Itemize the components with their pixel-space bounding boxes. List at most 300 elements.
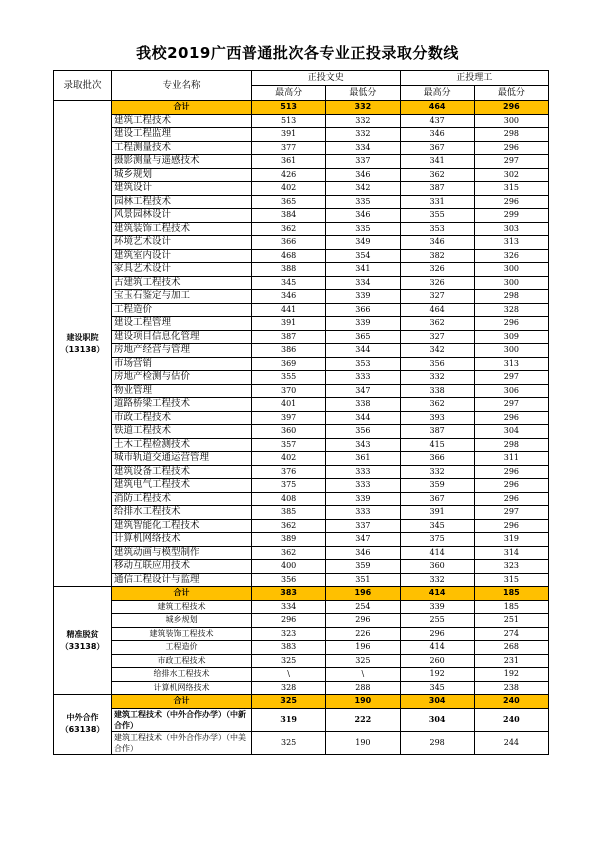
score-arts-max: 362 xyxy=(252,519,326,533)
table-row xyxy=(54,222,549,236)
score-sci-max: 359 xyxy=(400,479,474,493)
score-arts-max: 386 xyxy=(252,344,326,358)
score-sci-max: 353 xyxy=(400,222,474,236)
major-name: 铁道工程技术 xyxy=(112,425,252,439)
batch-label-line: （33138） xyxy=(60,641,105,651)
table-row xyxy=(54,168,549,182)
major-name: 宝玉石鉴定与加工 xyxy=(112,290,252,304)
major-name: 计算机网络技术 xyxy=(112,533,252,547)
score-arts-max: 366 xyxy=(252,236,326,250)
score-arts-min: 254 xyxy=(326,600,400,614)
score-sci-max: 464 xyxy=(400,303,474,317)
score-arts-min: 335 xyxy=(326,195,400,209)
score-arts-max: 397 xyxy=(252,411,326,425)
header-arts-max: 最高分 xyxy=(252,86,326,101)
total-row xyxy=(54,587,549,601)
table-row xyxy=(54,317,549,331)
score-arts-min: 339 xyxy=(326,317,400,331)
score-arts-max: 391 xyxy=(252,128,326,142)
score-sci-min: 185 xyxy=(474,600,548,614)
table-row xyxy=(54,546,549,560)
score-sci-max: 338 xyxy=(400,384,474,398)
batch-label-line: 建设职院 xyxy=(66,332,99,342)
score-arts-min: 337 xyxy=(326,519,400,533)
score-arts-max: 441 xyxy=(252,303,326,317)
score-sci-max: 346 xyxy=(400,236,474,250)
header-arts: 正投文史 xyxy=(252,71,401,86)
table-row xyxy=(54,384,549,398)
score-arts-max: 369 xyxy=(252,357,326,371)
page-title: 我校2019广西普通批次各专业正投录取分数线 xyxy=(136,44,459,62)
score-sci-min: 297 xyxy=(474,371,548,385)
score-arts-max: 400 xyxy=(252,560,326,574)
major-name: 风景园林设计 xyxy=(112,209,252,223)
score-sci-max: 339 xyxy=(400,600,474,614)
total-sci-min: 240 xyxy=(474,695,548,709)
score-sci-min: 296 xyxy=(474,141,548,155)
major-name: 建筑动画与模型制作 xyxy=(112,546,252,560)
score-arts-min: 344 xyxy=(326,411,400,425)
header-arts-min: 最低分 xyxy=(326,86,400,101)
score-sci-max: 346 xyxy=(400,128,474,142)
score-sci-min: 296 xyxy=(474,195,548,209)
major-name: 市政工程技术 xyxy=(112,411,252,425)
score-sci-max: 367 xyxy=(400,492,474,506)
score-arts-min: 347 xyxy=(326,533,400,547)
major-name: 古建筑工程技术 xyxy=(112,276,252,290)
score-arts-max: 328 xyxy=(252,681,326,695)
score-sci-max: 342 xyxy=(400,344,474,358)
table-row xyxy=(54,438,549,452)
score-arts-min: 338 xyxy=(326,398,400,412)
table-row xyxy=(54,681,549,695)
score-arts-min: 356 xyxy=(326,425,400,439)
score-arts-min: 190 xyxy=(326,731,400,754)
score-sci-max: 331 xyxy=(400,195,474,209)
score-arts-max: 383 xyxy=(252,641,326,655)
major-name: 工程造价 xyxy=(112,303,252,317)
table-row xyxy=(54,573,549,587)
header-science: 正投理工 xyxy=(400,71,549,86)
table-row xyxy=(54,411,549,425)
major-name: 消防工程技术 xyxy=(112,492,252,506)
table-row xyxy=(54,303,549,317)
table-row xyxy=(54,465,549,479)
batch-label-line: 精准脱贫 xyxy=(66,629,99,639)
table-row xyxy=(54,330,549,344)
score-arts-min: 333 xyxy=(326,506,400,520)
score-arts-min: 343 xyxy=(326,438,400,452)
total-arts-min: 196 xyxy=(326,587,400,601)
major-name: 移动互联应用技术 xyxy=(112,560,252,574)
score-sci-min: 304 xyxy=(474,425,548,439)
score-sci-min: 296 xyxy=(474,492,548,506)
table-row xyxy=(54,344,549,358)
score-sci-min: 315 xyxy=(474,182,548,196)
score-sci-min: 300 xyxy=(474,114,548,128)
major-name: 建筑工程技术 xyxy=(112,600,252,614)
score-arts-max: 391 xyxy=(252,317,326,331)
batch-cell xyxy=(54,695,112,755)
score-sci-max: 414 xyxy=(400,641,474,655)
score-sci-max: 393 xyxy=(400,411,474,425)
score-sci-min: 298 xyxy=(474,128,548,142)
score-arts-min: 341 xyxy=(326,263,400,277)
score-sci-min: 300 xyxy=(474,263,548,277)
major-name: 建筑电气工程技术 xyxy=(112,479,252,493)
score-arts-min: 342 xyxy=(326,182,400,196)
score-sci-max: 387 xyxy=(400,182,474,196)
score-sci-min: 296 xyxy=(474,317,548,331)
score-arts-max: 402 xyxy=(252,452,326,466)
major-name: 城市轨道交通运营管理 xyxy=(112,452,252,466)
total-arts-min: 332 xyxy=(326,101,400,115)
score-sci-max: 332 xyxy=(400,371,474,385)
score-arts-min: 351 xyxy=(326,573,400,587)
score-sci-max: 304 xyxy=(400,708,474,731)
score-sci-min: 303 xyxy=(474,222,548,236)
score-arts-max: 384 xyxy=(252,209,326,223)
score-sci-max: 296 xyxy=(400,627,474,641)
score-sci-min: 240 xyxy=(474,708,548,731)
score-sci-min: 268 xyxy=(474,641,548,655)
score-sci-max: 437 xyxy=(400,114,474,128)
score-arts-min: 365 xyxy=(326,330,400,344)
major-name: 工程造价 xyxy=(112,641,252,655)
score-arts-max: 389 xyxy=(252,533,326,547)
score-sci-min: 299 xyxy=(474,209,548,223)
score-sci-min: 311 xyxy=(474,452,548,466)
table-row xyxy=(54,641,549,655)
major-name: 计算机网络技术 xyxy=(112,681,252,695)
major-name: 建筑装饰工程技术 xyxy=(112,627,252,641)
total-sci-min: 185 xyxy=(474,587,548,601)
score-sci-max: 345 xyxy=(400,519,474,533)
score-arts-max: 375 xyxy=(252,479,326,493)
table-row xyxy=(54,452,549,466)
total-row xyxy=(54,101,549,115)
score-sci-max: 362 xyxy=(400,168,474,182)
table-row xyxy=(54,276,549,290)
major-name: 建设工程管理 xyxy=(112,317,252,331)
score-sci-min: 274 xyxy=(474,627,548,641)
score-sci-max: 326 xyxy=(400,263,474,277)
score-sci-max: 341 xyxy=(400,155,474,169)
table-row xyxy=(54,668,549,682)
table-row xyxy=(54,182,549,196)
score-sci-min: 231 xyxy=(474,654,548,668)
score-arts-max: 365 xyxy=(252,195,326,209)
header-major: 专业名称 xyxy=(112,71,252,101)
table-row xyxy=(54,614,549,628)
score-sci-min: 296 xyxy=(474,519,548,533)
score-sci-min: 313 xyxy=(474,357,548,371)
major-name: 环境艺术设计 xyxy=(112,236,252,250)
table-row xyxy=(54,479,549,493)
score-arts-max: 323 xyxy=(252,627,326,641)
score-sci-min: 251 xyxy=(474,614,548,628)
table-row xyxy=(54,398,549,412)
score-arts-min: 222 xyxy=(326,708,400,731)
score-arts-max: \ xyxy=(252,668,326,682)
score-arts-max: 325 xyxy=(252,654,326,668)
table-row xyxy=(54,236,549,250)
score-sci-min: 309 xyxy=(474,330,548,344)
score-sci-min: 244 xyxy=(474,731,548,754)
score-sci-min: 323 xyxy=(474,560,548,574)
score-arts-max: 387 xyxy=(252,330,326,344)
table-row xyxy=(54,425,549,439)
score-arts-min: 334 xyxy=(326,141,400,155)
score-sci-max: 327 xyxy=(400,330,474,344)
major-name: 房地产检测与估价 xyxy=(112,371,252,385)
score-sci-min: 296 xyxy=(474,465,548,479)
total-sci-max: 464 xyxy=(400,101,474,115)
major-name: 建筑室内设计 xyxy=(112,249,252,263)
score-sci-max: 415 xyxy=(400,438,474,452)
score-arts-max: 355 xyxy=(252,371,326,385)
score-arts-max: 325 xyxy=(252,731,326,754)
score-arts-min: 288 xyxy=(326,681,400,695)
major-name: 房地产经营与管理 xyxy=(112,344,252,358)
score-sci-max: 260 xyxy=(400,654,474,668)
score-sci-min: 314 xyxy=(474,546,548,560)
total-arts-max: 513 xyxy=(252,101,326,115)
score-arts-max: 513 xyxy=(252,114,326,128)
score-arts-max: 360 xyxy=(252,425,326,439)
score-table xyxy=(53,70,549,755)
total-sci-max: 414 xyxy=(400,587,474,601)
table-row xyxy=(54,263,549,277)
total-label: 合计 xyxy=(112,695,252,709)
score-arts-min: 333 xyxy=(326,371,400,385)
score-arts-max: 377 xyxy=(252,141,326,155)
batch-label-line: 中外合作 xyxy=(66,713,99,723)
score-sci-min: 238 xyxy=(474,681,548,695)
major-name: 道路桥梁工程技术 xyxy=(112,398,252,412)
major-name: 建筑装饰工程技术 xyxy=(112,222,252,236)
major-name: 市政工程技术 xyxy=(112,654,252,668)
major-name: 建筑设备工程技术 xyxy=(112,465,252,479)
total-label: 合计 xyxy=(112,101,252,115)
table-row xyxy=(54,155,549,169)
score-arts-min: 333 xyxy=(326,479,400,493)
score-sci-min: 302 xyxy=(474,168,548,182)
major-name: 园林工程技术 xyxy=(112,195,252,209)
score-arts-min: 346 xyxy=(326,168,400,182)
table-row xyxy=(54,141,549,155)
score-sci-min: 298 xyxy=(474,290,548,304)
major-name: 通信工程设计与监理 xyxy=(112,573,252,587)
score-arts-max: 361 xyxy=(252,155,326,169)
table-row xyxy=(54,560,549,574)
major-name: 市场营销 xyxy=(112,357,252,371)
table-row xyxy=(54,371,549,385)
score-arts-max: 345 xyxy=(252,276,326,290)
total-arts-min: 190 xyxy=(326,695,400,709)
score-arts-min: 361 xyxy=(326,452,400,466)
score-arts-max: 362 xyxy=(252,222,326,236)
table-row xyxy=(54,600,549,614)
score-sci-min: 319 xyxy=(474,533,548,547)
table-row xyxy=(54,506,549,520)
score-arts-min: \ xyxy=(326,668,400,682)
header-sci-min: 最低分 xyxy=(474,86,548,101)
table-row xyxy=(54,519,549,533)
table-row xyxy=(54,128,549,142)
score-sci-max: 414 xyxy=(400,546,474,560)
score-arts-max: 356 xyxy=(252,573,326,587)
score-arts-min: 334 xyxy=(326,276,400,290)
score-sci-max: 326 xyxy=(400,276,474,290)
score-sci-max: 362 xyxy=(400,317,474,331)
score-arts-min: 332 xyxy=(326,128,400,142)
major-name: 建筑智能化工程技术 xyxy=(112,519,252,533)
score-arts-min: 347 xyxy=(326,384,400,398)
score-arts-min: 359 xyxy=(326,560,400,574)
score-sci-max: 192 xyxy=(400,668,474,682)
batch-cell xyxy=(54,101,112,587)
score-arts-min: 353 xyxy=(326,357,400,371)
score-sci-min: 326 xyxy=(474,249,548,263)
table-row xyxy=(54,249,549,263)
score-sci-max: 255 xyxy=(400,614,474,628)
score-arts-min: 335 xyxy=(326,222,400,236)
score-arts-max: 388 xyxy=(252,263,326,277)
score-arts-min: 226 xyxy=(326,627,400,641)
score-sci-min: 297 xyxy=(474,506,548,520)
table-row xyxy=(54,290,549,304)
score-arts-min: 344 xyxy=(326,344,400,358)
score-arts-max: 334 xyxy=(252,600,326,614)
score-arts-max: 346 xyxy=(252,290,326,304)
score-sci-max: 345 xyxy=(400,681,474,695)
total-label: 合计 xyxy=(112,587,252,601)
score-arts-min: 339 xyxy=(326,492,400,506)
score-sci-min: 297 xyxy=(474,155,548,169)
major-name: 工程测量技术 xyxy=(112,141,252,155)
score-arts-max: 362 xyxy=(252,546,326,560)
score-sci-max: 327 xyxy=(400,290,474,304)
score-sci-min: 306 xyxy=(474,384,548,398)
score-sci-min: 296 xyxy=(474,479,548,493)
batch-label-line: （63138） xyxy=(60,725,105,735)
score-arts-min: 196 xyxy=(326,641,400,655)
score-sci-min: 297 xyxy=(474,398,548,412)
score-arts-max: 408 xyxy=(252,492,326,506)
score-arts-min: 296 xyxy=(326,614,400,628)
score-sci-max: 382 xyxy=(400,249,474,263)
major-name: 建筑工程技术 xyxy=(112,114,252,128)
score-arts-max: 357 xyxy=(252,438,326,452)
score-arts-min: 366 xyxy=(326,303,400,317)
major-name: 家具艺术设计 xyxy=(112,263,252,277)
score-arts-min: 346 xyxy=(326,546,400,560)
table-row xyxy=(54,209,549,223)
score-sci-max: 360 xyxy=(400,560,474,574)
major-name: 给排水工程技术 xyxy=(112,506,252,520)
major-name: 建筑工程技术（中外合作办学）（中美合作） xyxy=(112,731,252,754)
table-row xyxy=(54,357,549,371)
table-row xyxy=(54,492,549,506)
score-sci-min: 192 xyxy=(474,668,548,682)
total-sci-max: 304 xyxy=(400,695,474,709)
score-arts-min: 354 xyxy=(326,249,400,263)
score-sci-max: 298 xyxy=(400,731,474,754)
score-sci-max: 332 xyxy=(400,573,474,587)
major-name: 建筑工程技术（中外合作办学）（中新合作） xyxy=(112,708,252,731)
total-row xyxy=(54,695,549,709)
score-sci-max: 356 xyxy=(400,357,474,371)
table-row xyxy=(54,731,549,754)
score-sci-min: 313 xyxy=(474,236,548,250)
table-row xyxy=(54,708,549,731)
score-arts-max: 426 xyxy=(252,168,326,182)
score-sci-min: 296 xyxy=(474,411,548,425)
score-arts-max: 376 xyxy=(252,465,326,479)
major-name: 城乡规划 xyxy=(112,168,252,182)
score-sci-max: 391 xyxy=(400,506,474,520)
score-arts-min: 325 xyxy=(326,654,400,668)
table-row xyxy=(54,627,549,641)
score-arts-max: 468 xyxy=(252,249,326,263)
score-sci-max: 355 xyxy=(400,209,474,223)
score-sci-max: 387 xyxy=(400,425,474,439)
score-arts-max: 370 xyxy=(252,384,326,398)
header-batch: 录取批次 xyxy=(54,71,112,101)
major-name: 建设工程监理 xyxy=(112,128,252,142)
score-sci-max: 362 xyxy=(400,398,474,412)
batch-cell xyxy=(54,587,112,695)
major-name: 给排水工程技术 xyxy=(112,668,252,682)
major-name: 建筑设计 xyxy=(112,182,252,196)
total-sci-min: 296 xyxy=(474,101,548,115)
score-arts-max: 385 xyxy=(252,506,326,520)
score-sci-max: 367 xyxy=(400,141,474,155)
major-name: 城乡规划 xyxy=(112,614,252,628)
table-row xyxy=(54,533,549,547)
table-row xyxy=(54,114,549,128)
score-arts-min: 332 xyxy=(326,114,400,128)
batch-label-line: （13138） xyxy=(60,344,105,354)
score-arts-min: 337 xyxy=(326,155,400,169)
score-sci-max: 366 xyxy=(400,452,474,466)
score-sci-max: 332 xyxy=(400,465,474,479)
major-name: 物业管理 xyxy=(112,384,252,398)
table-row xyxy=(54,195,549,209)
total-arts-max: 325 xyxy=(252,695,326,709)
score-sci-min: 300 xyxy=(474,276,548,290)
table-row xyxy=(54,654,549,668)
major-name: 摄影测量与遥感技术 xyxy=(112,155,252,169)
score-arts-max: 402 xyxy=(252,182,326,196)
major-name: 建设项目信息化管理 xyxy=(112,330,252,344)
major-name: 土木工程检测技术 xyxy=(112,438,252,452)
score-sci-min: 328 xyxy=(474,303,548,317)
score-arts-min: 333 xyxy=(326,465,400,479)
total-arts-max: 383 xyxy=(252,587,326,601)
score-sci-min: 315 xyxy=(474,573,548,587)
score-sci-min: 298 xyxy=(474,438,548,452)
score-arts-max: 296 xyxy=(252,614,326,628)
score-arts-min: 339 xyxy=(326,290,400,304)
score-arts-min: 346 xyxy=(326,209,400,223)
score-sci-max: 375 xyxy=(400,533,474,547)
score-arts-min: 349 xyxy=(326,236,400,250)
score-arts-max: 401 xyxy=(252,398,326,412)
score-arts-max: 319 xyxy=(252,708,326,731)
header-sci-max: 最高分 xyxy=(400,86,474,101)
